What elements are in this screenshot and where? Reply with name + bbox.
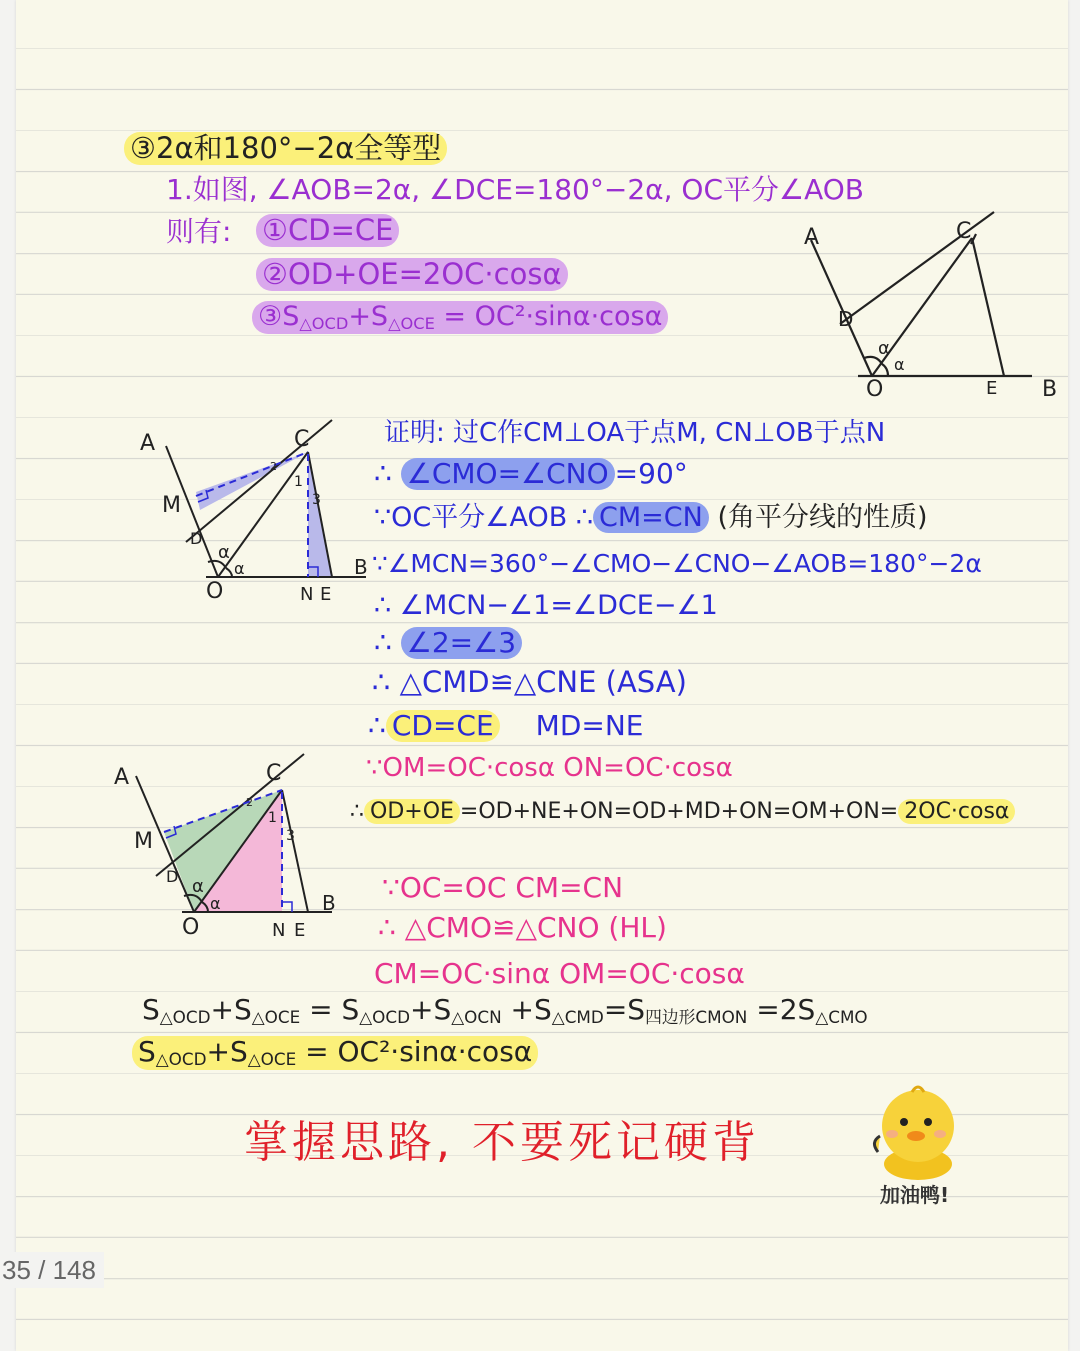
label-D: D bbox=[190, 529, 203, 548]
result-2: ②OD+OE=2OC·cosα bbox=[256, 258, 568, 291]
proof-line-1: 证明: 过C作CM⊥OA于点M, CN⊥OB于点N bbox=[384, 418, 886, 448]
page-counter: 35 / 148 bbox=[0, 1252, 104, 1288]
result-3: $③S_{\triangle OCD}+S_{\triangle OCE} = OC^2\cdot\sin\alpha\cdot\cos\alpha$ bbox=[252, 301, 668, 334]
proof-line-12: ∴ △CMO≌△CNO (HL) bbox=[378, 911, 667, 944]
diagram-3 bbox=[112, 752, 372, 952]
proof-line-8: ∴ CD=CE MD=NE bbox=[368, 709, 644, 742]
label-C: C bbox=[294, 427, 310, 452]
then-label: 则有: bbox=[166, 215, 232, 248]
label-O: O bbox=[206, 579, 224, 604]
section-title: ③2α和180°−2α全等型 bbox=[124, 132, 447, 165]
label-O: O bbox=[866, 377, 884, 402]
label-M: M bbox=[162, 493, 181, 518]
label-B: B bbox=[322, 891, 336, 915]
label-alpha-2: α bbox=[234, 559, 245, 578]
label-alpha-2: α bbox=[210, 894, 221, 913]
proof-line-4: ∵∠MCN=360°−∠CMO−∠CNO−∠AOB=180°−2α bbox=[372, 549, 982, 578]
label-E: E bbox=[986, 378, 998, 399]
label-B: B bbox=[1042, 377, 1058, 402]
label-D: D bbox=[838, 307, 854, 331]
label-1: 1 bbox=[294, 474, 303, 490]
label-M: M bbox=[134, 829, 153, 854]
problem-statement: 1.如图, ∠AOB=2α, ∠DCE=180°−2α, OC平分∠AOB bbox=[166, 173, 865, 206]
diagram-1 bbox=[776, 200, 1066, 410]
label-E: E bbox=[320, 584, 332, 605]
proof-line-6: ∴ ∠2=∠3 bbox=[374, 627, 522, 659]
label-A: A bbox=[114, 765, 130, 790]
label-1: 1 bbox=[268, 810, 277, 826]
label-N: N bbox=[300, 584, 314, 605]
label-C: C bbox=[956, 219, 972, 244]
proof-line-7: ∴ △CMD≌△CNE (ASA) bbox=[372, 665, 687, 699]
label-N: N bbox=[272, 920, 286, 941]
proof-line-11: ∵OC=OC CM=CN bbox=[382, 871, 624, 904]
label-2: 2 bbox=[270, 460, 277, 473]
label-3: 3 bbox=[312, 492, 321, 508]
label-C: C bbox=[266, 761, 282, 786]
slogan: 掌握思路, 不要死记硬背 bbox=[244, 1117, 760, 1168]
label-2: 2 bbox=[246, 796, 253, 809]
proof-line-5: ∴ ∠MCN−∠1=∠DCE−∠1 bbox=[374, 590, 718, 621]
label-alpha-1: α bbox=[192, 876, 204, 897]
proof-line-13: CM=OC·sinα OM=OC·cosα bbox=[374, 957, 745, 990]
proof-line-10: ∴ OD+OE =OD+NE+ON=OD+MD+ON=OM+ON= 2OC·cosα bbox=[350, 799, 1015, 824]
label-O: O bbox=[182, 915, 200, 940]
proof-line-9: ∵OM=OC·cosα ON=OC·cosα bbox=[366, 753, 733, 783]
mascot-caption: 加油鸭! bbox=[880, 1183, 950, 1207]
label-B: B bbox=[354, 555, 368, 579]
result-1: ①CD=CE bbox=[256, 214, 399, 247]
label-alpha-1: α bbox=[878, 338, 890, 359]
duck-mascot-icon bbox=[868, 1082, 968, 1182]
label-A: A bbox=[140, 431, 156, 456]
diagram-2 bbox=[136, 412, 396, 612]
notebook-page bbox=[16, 0, 1068, 1351]
label-3: 3 bbox=[286, 828, 295, 844]
area-equation: $S_{\triangle OCD}+S_{\triangle OCE} = S_{\triangle OCD}+S_{\triangle OCN} +S_{\triangle CMD}=S_{四边形CMON} =2S_{\triangle CMO}$ bbox=[142, 993, 868, 1028]
label-E: E bbox=[294, 920, 306, 941]
label-alpha-1: α bbox=[218, 542, 230, 563]
proof-line-3: ∵OC平分∠AOB ∴ CM=CN (角平分线的性质) bbox=[374, 502, 928, 533]
proof-line-2: ∴ ∠CMO=∠CNO =90° bbox=[374, 457, 688, 490]
label-A: A bbox=[804, 225, 820, 250]
label-alpha-2: α bbox=[894, 355, 905, 374]
label-D: D bbox=[166, 867, 179, 886]
final-equation: $S_{\triangle OCD}+S_{\triangle OCE} = OC^2\cdot\sin\alpha\cdot\cos\alpha$ bbox=[132, 1036, 538, 1070]
